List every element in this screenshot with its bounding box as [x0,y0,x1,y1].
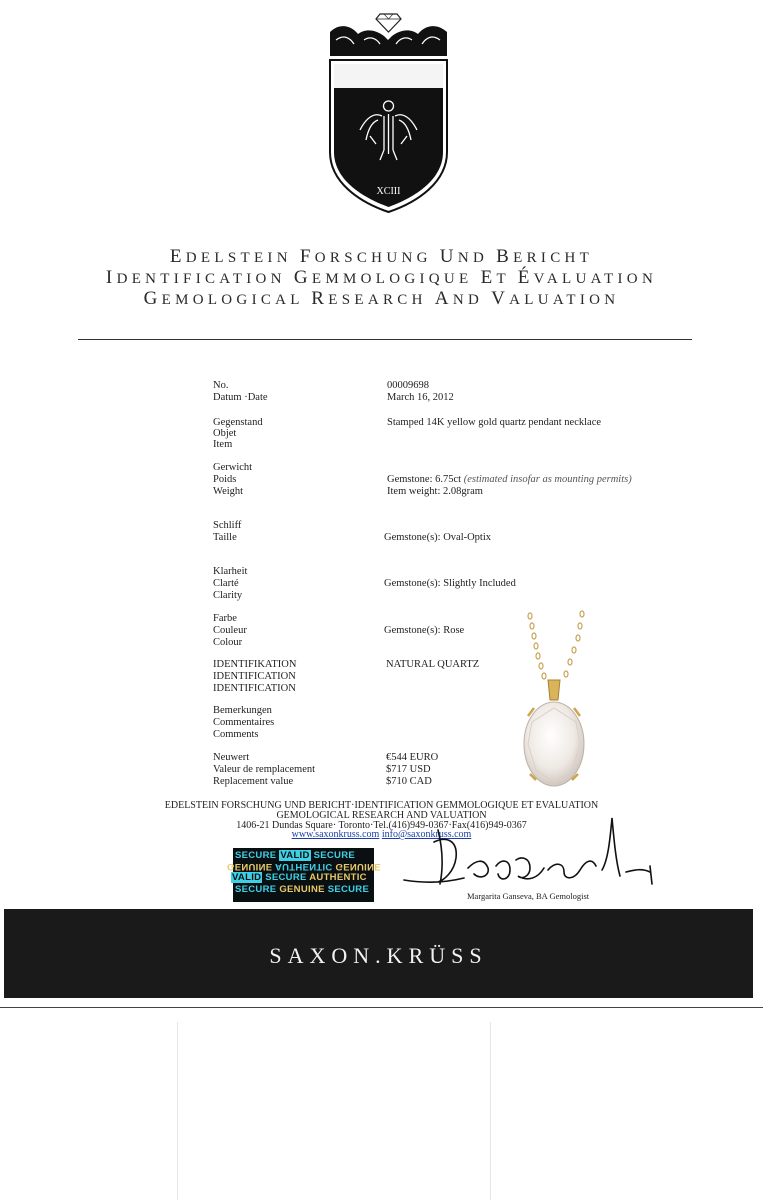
brand-name: SAXON.KRÜSS [269,943,488,968]
hologram-word-genuine: GENUINE [335,861,381,872]
weight-label-fr: Poids [213,474,237,485]
hologram-word-valid: VALID [232,872,262,883]
comments-label-fr: Commentaires [213,717,275,728]
value-eur: €544 EURO [386,752,439,763]
weight-label-en: Weight [213,486,244,497]
identification-label-de: IDENTIFIKATION [213,659,297,670]
weight-label-de: Gerwicht [213,462,253,473]
item-weight: Item weight: 2.08gram [387,486,483,497]
clarity-label-en: Clarity [213,590,243,601]
date-label: Datum ·Date [213,392,268,403]
hologram-word-genuine: GENUINE [279,884,325,895]
heading-english: GEMOLOGICAL RESEARCH AND VALUATION [143,288,620,309]
certificate-number: 00009698 [387,380,429,391]
hologram-word-secure: SECURE [235,884,277,895]
value-usd: $717 USD [386,764,431,775]
cut-label-de: Schliff [213,520,242,531]
value-label-fr: Valeur de remplacement [213,764,316,775]
hologram-word-secure: SECURE [235,850,277,861]
value-label-de: Neuwert [213,752,250,763]
crest-numeral: XCIII [376,186,401,197]
security-hologram-sticker [227,848,381,902]
identification-value: NATURAL QUARTZ [386,659,480,670]
cut-label-fr: Taille [213,532,237,543]
item-label-de: Gegenstand [213,417,263,428]
footer-address: 1406-21 Dundas Square· Toronto·Tel.(416)949-0367·Fax(416)949-0367 [236,820,527,831]
signer-name: Margarita Ganseva, BA Gemologist [467,891,590,901]
comments-label-en: Comments [213,729,259,740]
bottom-divider [0,1007,763,1008]
hologram-word-secure: SECURE [327,884,370,895]
value-cad: $710 CAD [386,776,432,787]
header-divider [78,339,692,340]
item-label-en: Item [213,439,233,450]
colour-value: Gemstone(s): Rose [384,625,465,636]
comments-label-de: Bemerkungen [213,705,272,716]
hologram-word-secure: SECURE [313,850,356,861]
hologram-word-valid: VALID [280,850,310,861]
value-label-en: Replacement value [213,776,294,787]
colour-label-fr: Couleur [213,625,247,636]
gemstone-weight [387,474,632,486]
page-fold-line [490,1022,491,1200]
footer-company-line-en: GEMOLOGICAL RESEARCH AND VALUATION [276,810,487,821]
hologram-word-secure: SECURE [265,872,307,883]
identification-label-fr: IDENTIFICATION [213,671,296,682]
hologram-word-genuine: GENUINE [227,861,273,872]
clarity-value: Gemstone(s): Slightly Included [384,578,516,589]
page-fold-line [177,1022,178,1200]
email-link[interactable]: info@saxonkruss.com [381,829,472,840]
identification-label-en: IDENTIFICATION [213,683,296,694]
heading-german: EDELSTEIN FORSCHUNG UND BERICHT [169,246,594,267]
gemstone-weight-value: Gemstone: 6.75ct [387,474,462,485]
footer-company-line: EDELSTEIN FORSCHUNG UND BERICHT·IDENTIFICATION GEMMOLOGIQUE ET EVALUATION [164,800,599,811]
hologram-word-authentic: AUTHENTIC [274,861,333,872]
heading-french: IDENTIFICATION GEMMOLOGIQUE ET ÉVALUATION [105,267,658,288]
hologram-word-authentic: AUTHENTIC [309,872,367,883]
clarity-label-de: Klarheit [213,566,248,577]
item-label-fr: Objet [213,428,237,439]
cut-value: Gemstone(s): Oval-Optix [384,532,492,543]
colour-label-de: Farbe [213,613,237,624]
gemologist-signature [398,810,658,892]
number-label: No. [213,380,229,391]
clarity-label-fr: Clarté [213,578,239,589]
pendant-necklace-photo [508,604,600,804]
gemstone-weight-note: (estimated insofar as mounting permits) [463,474,632,485]
item-value: Stamped 14K yellow gold quartz pendant necklace [387,417,602,428]
eagle-shield-crest-icon [326,4,451,216]
website-link[interactable]: www.saxonkruss.com [291,829,380,840]
certificate-date: March 16, 2012 [387,392,454,403]
colour-label-en: Colour [213,637,243,648]
